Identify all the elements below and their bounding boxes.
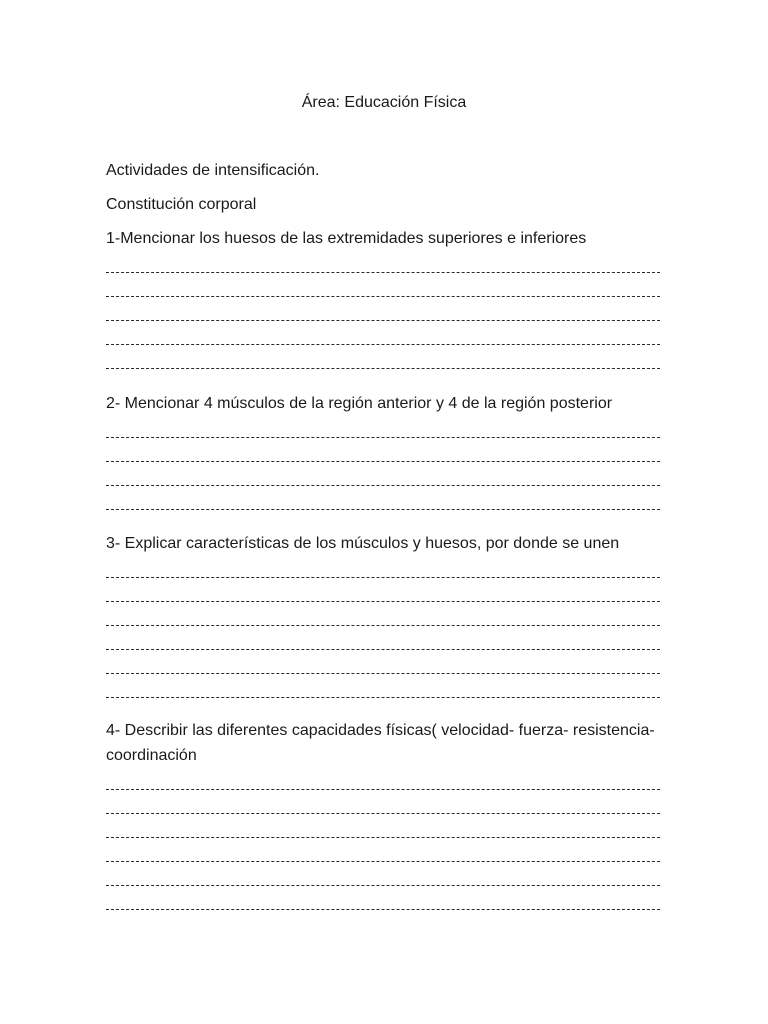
answer-line <box>106 625 660 626</box>
answer-line <box>106 909 660 910</box>
answer-line <box>106 649 660 650</box>
answer-line <box>106 861 660 862</box>
answer-line <box>106 697 660 698</box>
answer-line <box>106 485 660 486</box>
answer-line <box>106 789 660 790</box>
answer-line <box>106 320 660 321</box>
answer-line <box>106 344 660 345</box>
answer-line <box>106 368 660 369</box>
question-1: 1-Mencionar los huesos de las extremidades superiores e inferiores <box>106 230 587 247</box>
answer-line <box>106 461 660 462</box>
question-2: 2- Mencionar 4 músculos de la región anterior y 4 de la región posterior <box>106 395 613 412</box>
answer-line <box>106 437 660 438</box>
answer-line <box>106 601 660 602</box>
page-title: Área: Educación Física <box>301 94 467 111</box>
activities-heading: Actividades de intensificación. <box>106 162 320 179</box>
answer-line <box>106 673 660 674</box>
question-4: 4- Describir las diferentes capacidades físicas( velocidad- fuerza- resistencia- coordinación <box>106 722 655 764</box>
topic-heading: Constitución corporal <box>106 196 257 213</box>
answer-line <box>106 837 660 838</box>
answer-line <box>106 509 660 510</box>
question-3: 3- Explicar características de los músculos y huesos, por donde se unen <box>106 535 620 552</box>
answer-line <box>106 272 660 273</box>
answer-line <box>106 577 660 578</box>
answer-line <box>106 885 660 886</box>
answer-line <box>106 296 660 297</box>
answer-line <box>106 813 660 814</box>
